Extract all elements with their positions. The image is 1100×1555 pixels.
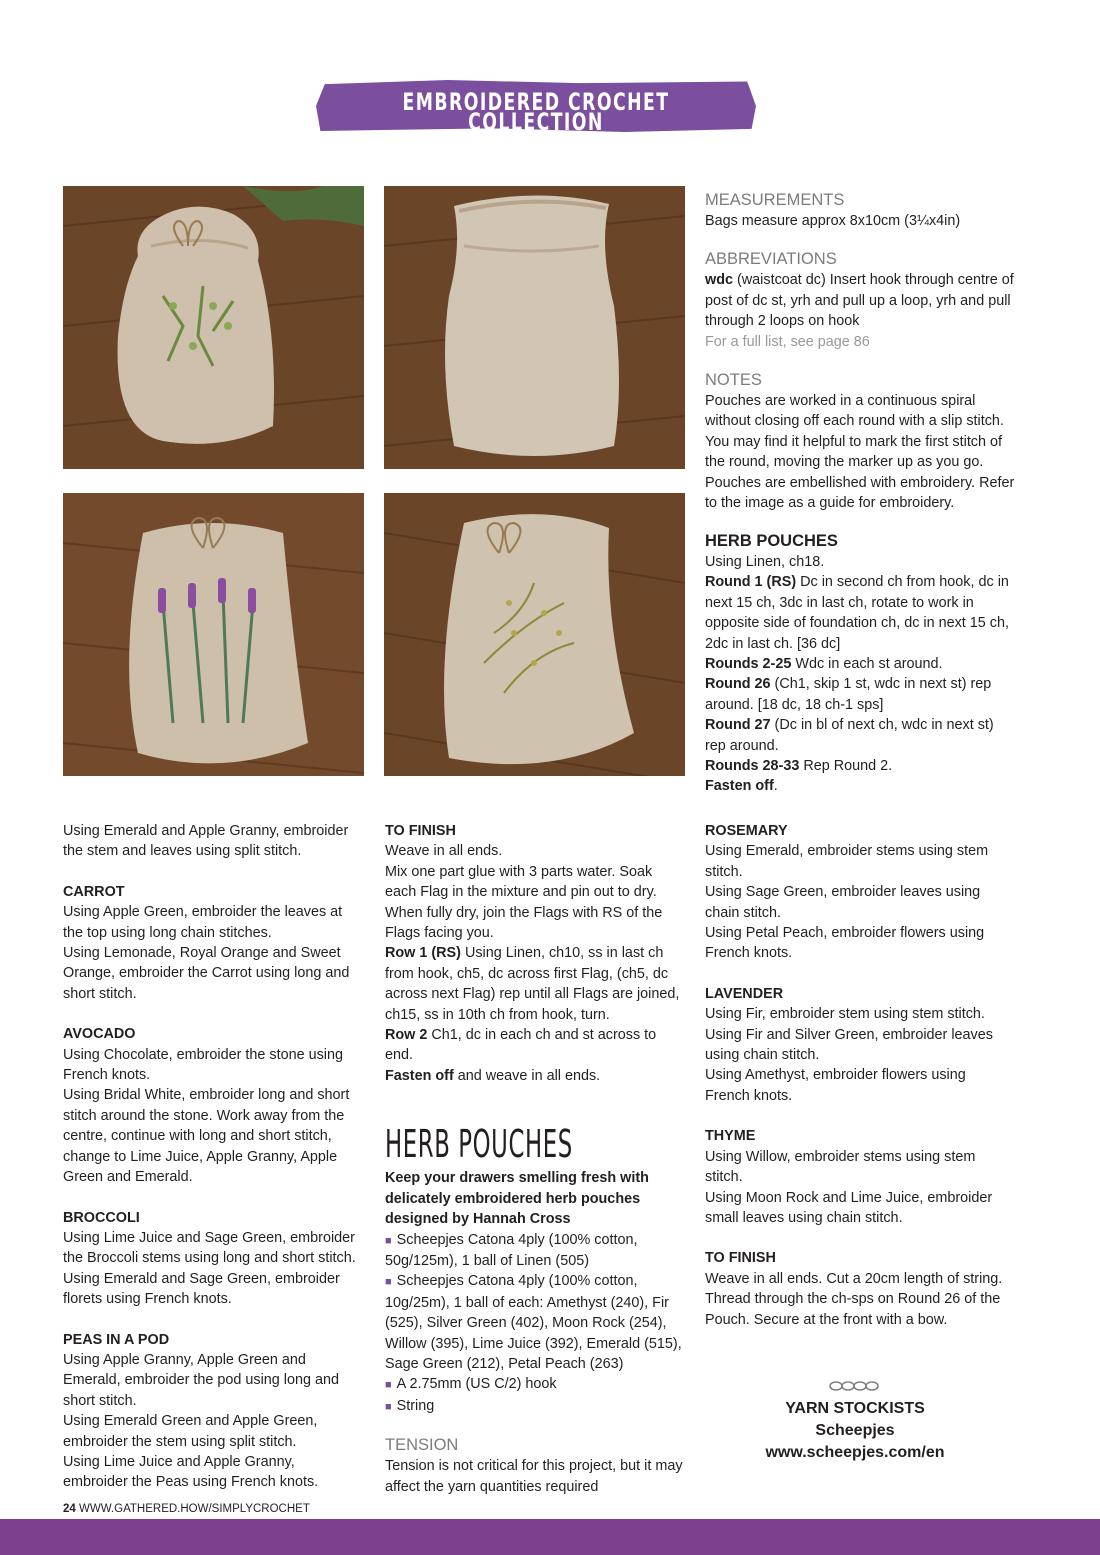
tension-text: Tension is not critical for this project, but it may affect the yarn quantities required bbox=[385, 1458, 683, 1495]
lavender-line: Using Fir, embroider stem using stem stitch. bbox=[705, 1006, 985, 1023]
thyme-line: Using Moon Rock and Lime Juice, embroider small leaves using chain stitch. bbox=[705, 1189, 993, 1226]
measurements-title: MEASUREMENTS bbox=[705, 191, 845, 209]
abbrev-label: wdc bbox=[705, 272, 733, 289]
abbrev-note: For a full list, see page 86 bbox=[705, 333, 870, 350]
fasten-off-label: Fasten off bbox=[385, 1067, 454, 1084]
row-2-text: Ch1, dc in each ch and st across to end. bbox=[385, 1027, 657, 1064]
round-text: . bbox=[773, 778, 778, 795]
row-1 bbox=[385, 943, 685, 1025]
material-item bbox=[385, 1396, 685, 1417]
peas-title: PEAS IN A POD bbox=[63, 1331, 170, 1348]
round-label: Rounds 28-33 bbox=[705, 757, 800, 774]
intro-text: Using Emerald and Apple Granny, embroider the stem and leaves using split stitch. bbox=[63, 823, 349, 860]
footer-bar bbox=[0, 1519, 1100, 1555]
lavender-line: Using Amethyst, embroider flowers using French knots. bbox=[705, 1067, 966, 1104]
column-3-lower bbox=[705, 821, 1005, 1330]
column-2 bbox=[385, 821, 685, 1497]
carrot-line: Using Apple Green, embroider the leaves at the top using long chain stitches. bbox=[63, 904, 343, 941]
stockists-url[interactable]: www.scheepjes.com/en bbox=[765, 1444, 945, 1461]
thyme-title: THYME bbox=[705, 1128, 756, 1145]
photo-lavender-pouch bbox=[63, 493, 364, 776]
footer-url[interactable]: WWW.GATHERED.HOW/SIMPLYCROCHET bbox=[79, 1503, 310, 1515]
round-text: Dc in second ch from hook, dc in next 15 ch, 3dc in last ch, rotate to work in opposite side of foundation ch, dc in next 15 ch, 2dc in last ch. [36 dc] bbox=[705, 574, 1010, 652]
pattern-title: HERB POUCHES bbox=[705, 532, 838, 551]
photo-plain-pouch bbox=[384, 186, 685, 469]
photo-thyme-pouch bbox=[384, 493, 685, 776]
footer bbox=[63, 1499, 310, 1519]
round-line bbox=[705, 654, 1015, 674]
peas-line: Using Emerald Green and Apple Green, embroider the stem using split stitch. bbox=[63, 1413, 318, 1450]
notes-title: NOTES bbox=[705, 371, 762, 390]
material-text: A 2.75mm (US C/2) hook bbox=[396, 1376, 557, 1393]
finish-line: When fully dry, join the Flags with RS of the Flags facing you. bbox=[385, 904, 663, 942]
measurements-text: Bags measure approx 8x10cm (3¼x4in) bbox=[705, 213, 961, 229]
column-3 bbox=[705, 190, 1015, 797]
rosemary-line: Using Petal Peach, embroider flowers using French knots. bbox=[705, 925, 985, 962]
round-label: Fasten off bbox=[705, 778, 774, 795]
finish-title-2: TO FINISH bbox=[705, 1250, 776, 1267]
finish-line-2: Weave in all ends. Cut a 20cm length of string. Thread through the ch-sps on Round 26 of the Pouch. Secure at the front with a bow. bbox=[705, 1270, 1003, 1328]
tension-title: TENSION bbox=[385, 1436, 459, 1455]
herb-pouches-title: HERB POUCHES bbox=[385, 1122, 573, 1167]
carrot-title: CARROT bbox=[63, 883, 125, 900]
abbreviations-title: ABBREVIATIONS bbox=[705, 250, 837, 269]
round-line bbox=[705, 715, 1015, 756]
avocado-title: AVOCADO bbox=[63, 1026, 136, 1043]
finish-title: TO FINISH bbox=[385, 823, 456, 839]
round-label: Round 1 (RS) bbox=[705, 574, 797, 591]
stockists-brand: Scheepjes bbox=[815, 1422, 895, 1439]
avocado-line: Using Bridal White, embroider long and short stitch around the stone. Work away from the centre, continue with long and short stitch, change to Lime Juice, Apple Granny, Apple Green and Emerald. bbox=[63, 1087, 350, 1186]
round-label: Rounds 2-25 bbox=[705, 655, 792, 672]
broccoli-title: BROCCOLI bbox=[63, 1209, 140, 1226]
material-item bbox=[385, 1374, 685, 1395]
material-text: String bbox=[396, 1397, 435, 1414]
fasten-off-text: and weave in all ends. bbox=[453, 1067, 601, 1084]
carrot-line: Using Lemonade, Royal Orange and Sweet Orange, embroider the Carrot using long and short stitch. bbox=[63, 945, 350, 1002]
round-label: Round 26 bbox=[705, 676, 771, 693]
broccoli-line: Using Emerald and Sage Green, embroider florets using French knots. bbox=[63, 1270, 340, 1308]
herb-intro: Keep your drawers smelling fresh with delicately embroidered herb pouches designed by Hannah Cross bbox=[385, 1170, 649, 1228]
round-label: Round 27 bbox=[705, 717, 771, 734]
peas-line: Using Apple Granny, Apple Green and Emerald, embroider the pod using long and short stitch. bbox=[63, 1351, 339, 1409]
chain-icon bbox=[829, 1380, 881, 1392]
round-text: (Ch1, skip 1 st, wdc in next st) rep around. [18 dc, 18 ch-1 sps] bbox=[705, 676, 992, 713]
pattern-intro: Using Linen, ch18. bbox=[705, 553, 825, 570]
header-title: EMBROIDERED CROCHET COLLECTION bbox=[402, 88, 670, 137]
material-text: Scheepjes Catona 4ply (100% cotton, 50g/125m), 1 ball of Linen (505) bbox=[385, 1231, 638, 1269]
rosemary-line: Using Emerald, embroider stems using stem stitch. bbox=[705, 843, 989, 880]
row-2-label: Row 2 bbox=[385, 1027, 428, 1044]
column-1 bbox=[63, 821, 363, 1493]
abbrev-text: (waistcoat dc) Insert hook through centre of post of dc st, yrh and pull up a loop, yrh and pull through 2 loops on hook bbox=[705, 272, 1014, 330]
abbreviation-wdc bbox=[705, 270, 1015, 331]
material-text: Scheepjes Catona 4ply (100% cotton, 10g/25m), 1 ball of each: Amethyst (240), Fir (525), Silver Green (402), Moon Rock (254), Willow (395), Lime Juice (392), Emerald (515), Sage Green (212), Petal Peach (263) bbox=[385, 1273, 682, 1372]
lavender-title: LAVENDER bbox=[705, 985, 784, 1002]
round-line bbox=[705, 756, 1015, 776]
row-1-text: Using Linen, ch10, ss in last ch from hook, ch5, dc across first Flag, (ch5, dc across next Flag) rep until all Flags are joined, ch15, ss in 10th ch from hook, turn. bbox=[385, 945, 680, 1023]
notes-text: Pouches are worked in a continuous spiral without closing off each round with a slip stitch. You may find it helpful to mark the first stitch of the round, moving the marker up as you go. Pouches are embellished with embroidery. Refer to the image as a guide for embroidery. bbox=[705, 393, 1015, 512]
fasten-off bbox=[385, 1066, 685, 1086]
yarn-stockists bbox=[705, 1380, 1005, 1464]
round-text: Wdc in each st around. bbox=[791, 655, 943, 672]
avocado-line: Using Chocolate, embroider the stone using French knots. bbox=[63, 1046, 343, 1084]
row-2 bbox=[385, 1025, 685, 1066]
round-text: Rep Round 2. bbox=[799, 757, 893, 774]
photo-rosemary-pouch bbox=[63, 186, 364, 469]
rosemary-line: Using Sage Green, embroider leaves using chain stitch. bbox=[705, 884, 981, 921]
thyme-line: Using Willow, embroider stems using stem stitch. bbox=[705, 1148, 976, 1186]
round-text: (Dc in bl of next ch, wdc in next st) rep around. bbox=[705, 717, 994, 754]
lavender-line: Using Fir and Silver Green, embroider leaves using chain stitch. bbox=[705, 1026, 993, 1064]
page-number: 24 bbox=[63, 1503, 76, 1515]
finish-line: Weave in all ends. bbox=[385, 843, 503, 860]
round-line bbox=[705, 776, 1015, 796]
material-item bbox=[385, 1230, 685, 1272]
round-line bbox=[705, 572, 1015, 654]
finish-line: Mix one part glue with 3 parts water. Soak each Flag in the mixture and pin out to dry. bbox=[385, 863, 657, 901]
rosemary-title: ROSEMARY bbox=[705, 823, 788, 839]
peas-line: Using Lime Juice and Apple Granny, embroider the Peas using French knots. bbox=[63, 1453, 319, 1491]
stockists-title: YARN STOCKISTS bbox=[785, 1400, 925, 1417]
broccoli-line: Using Lime Juice and Sage Green, embroider the Broccoli stems using long and short stitch. bbox=[63, 1229, 356, 1267]
material-item bbox=[385, 1271, 685, 1374]
row-1-label: Row 1 (RS) bbox=[385, 945, 461, 962]
round-line bbox=[705, 674, 1015, 715]
